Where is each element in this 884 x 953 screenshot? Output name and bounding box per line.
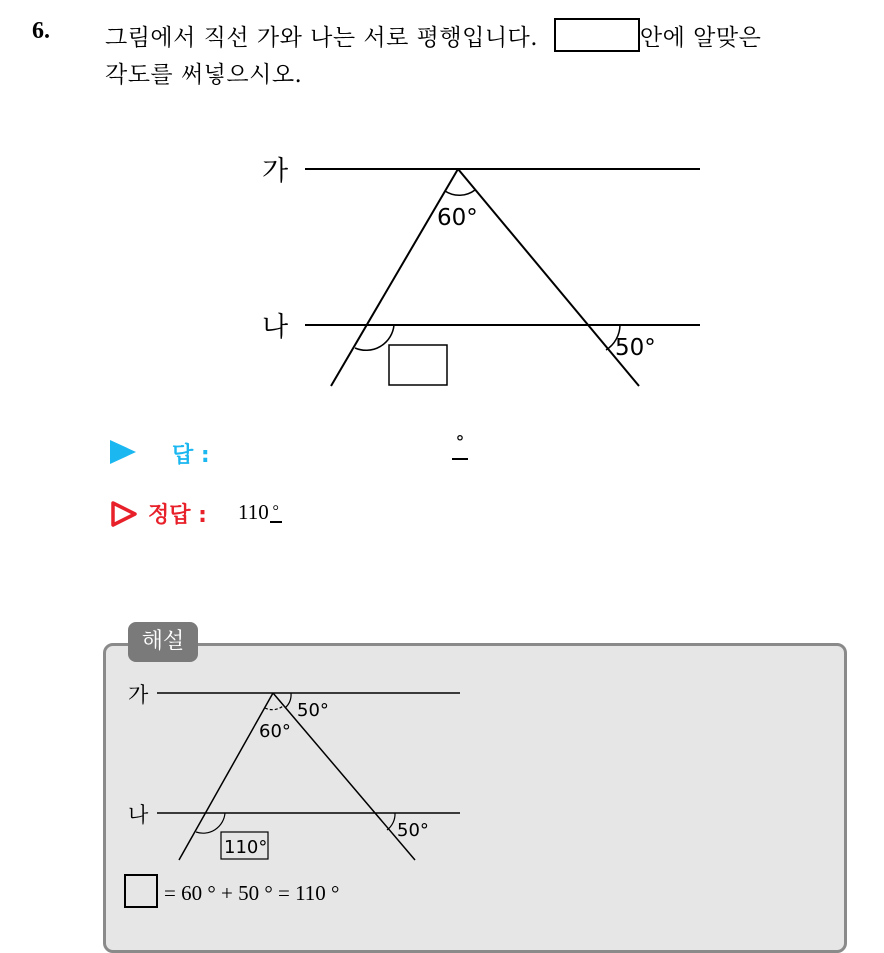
solution-line-a-label: 가 [128, 683, 149, 707]
solution-equation-box [124, 874, 158, 908]
answer-degree-blank[interactable]: ° [452, 432, 468, 460]
solution-equation [124, 874, 339, 908]
solution-angle-bottom-right: 50° [397, 820, 429, 841]
angle-top-label: 60° [437, 205, 478, 231]
line-b-label: 나 [262, 312, 289, 343]
correct-label: 정답 : [148, 503, 207, 528]
angle-right-label: 50° [615, 335, 656, 361]
line-a-label: 가 [262, 156, 289, 187]
solution-angle-top-left: 60° [259, 721, 291, 742]
question-text-part1: 그림에서 직선 가와 나는 서로 평행입니다. [105, 25, 539, 51]
question-text-line2: 각도를 써넣으시오. [105, 62, 303, 88]
question-number: 6. [32, 18, 50, 44]
solution-angle-bottom-left: 110° [224, 837, 268, 858]
solution-equation-text: = 60 ° + 50 ° = 110 ° [164, 881, 340, 905]
question-text-part2: 안에 알맞은 [639, 25, 762, 51]
solution-transversal-right [273, 693, 415, 860]
solution-arc-top-right [285, 693, 291, 708]
solution-line-b-label: 나 [128, 803, 149, 827]
solution-transversal-left [179, 693, 273, 860]
solution-arc-top-left [265, 706, 283, 710]
answer-label: 답 : [172, 443, 210, 468]
solution-tab: 해설 [128, 622, 198, 662]
correct-unit: ° [270, 503, 282, 523]
solution-angle-top-right: 50° [297, 700, 329, 721]
correct-value: 110 [238, 500, 269, 524]
